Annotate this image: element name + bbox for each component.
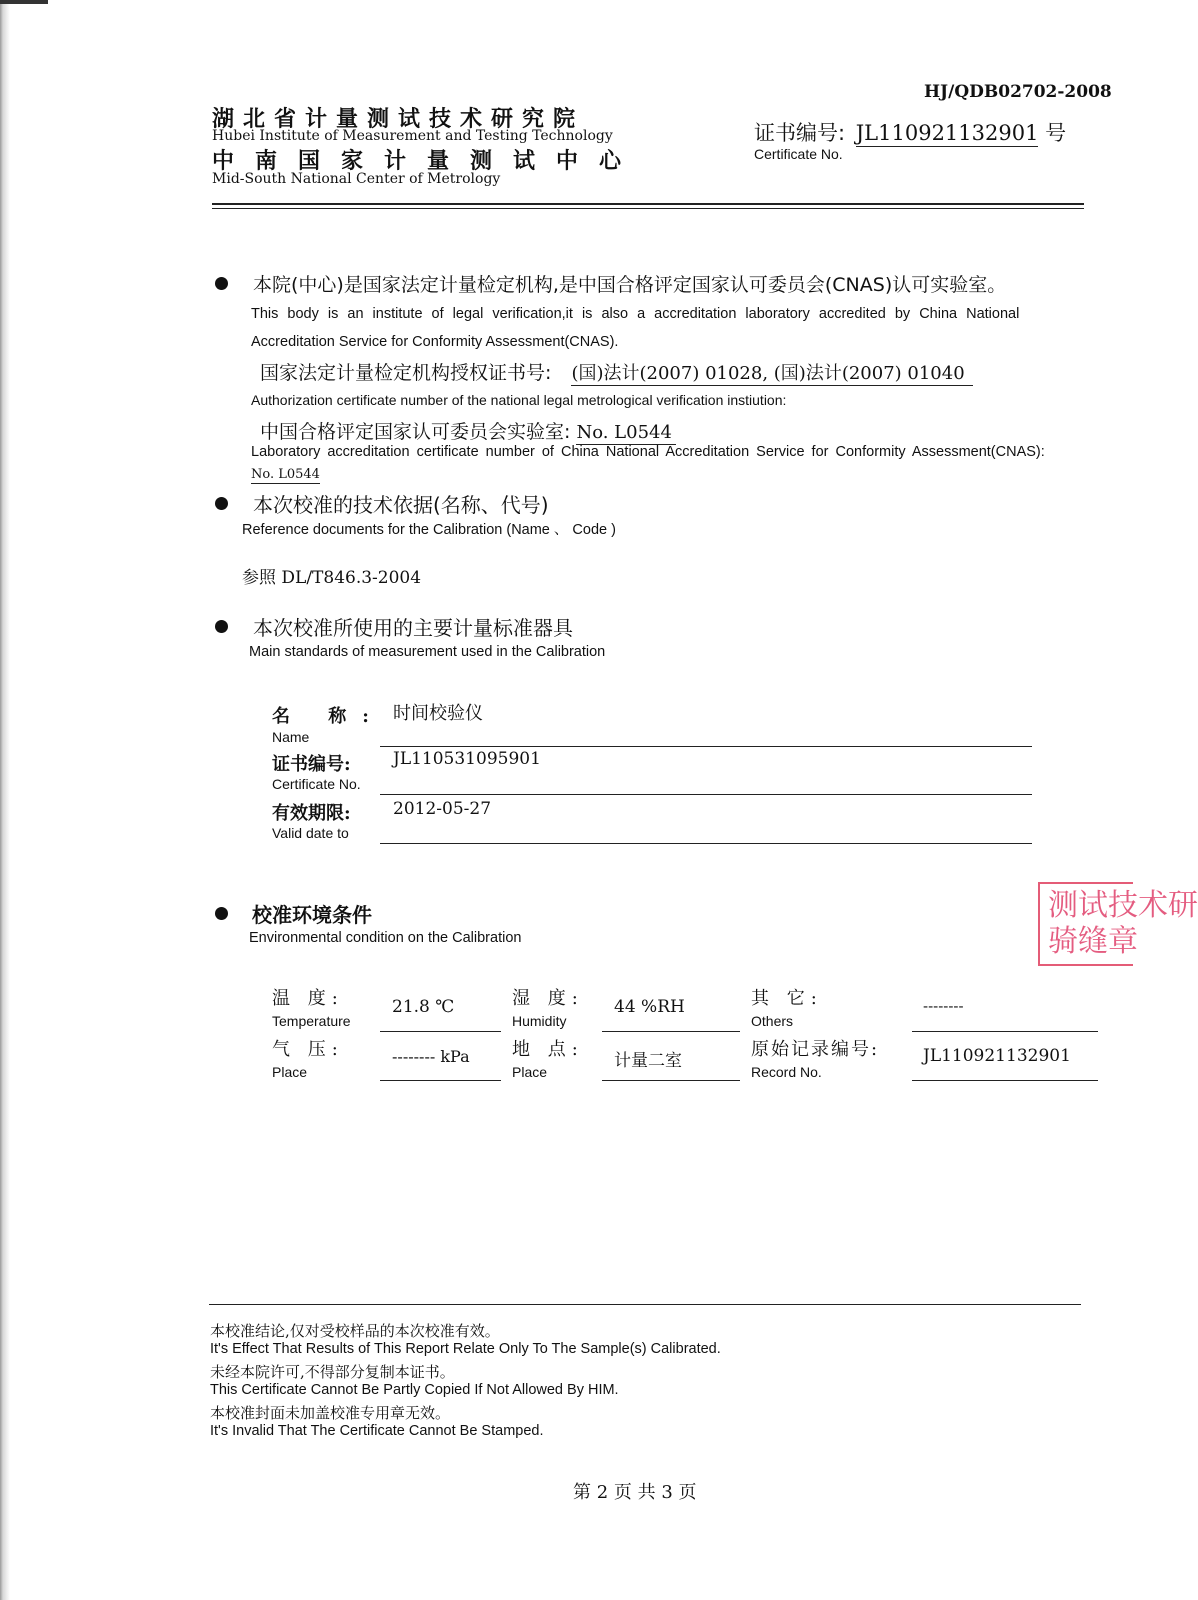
cnas-lab-number-en: No. L0544 <box>251 467 320 482</box>
others-label-en: Others <box>751 1013 794 1029</box>
certificate-label-en: Certificate No. <box>754 146 843 162</box>
place-label-en: Place <box>512 1064 548 1080</box>
standard-cert-label-cn: 证书编号: <box>272 754 351 775</box>
standard-cert-underline <box>380 794 1032 795</box>
header-rule-bottom <box>212 208 1084 209</box>
authorization-number: (国)法计(2007) 01028, (国)法计(2007) 01040 <box>571 363 972 386</box>
org2-name-en: Mid-South National Center of Metrology <box>212 171 501 187</box>
seam-stamp <box>1038 882 1198 966</box>
standard-valid-label-en: Valid date to <box>272 825 349 841</box>
standard-valid-label-cn: 有效期限: <box>272 803 351 824</box>
standard-valid-underline <box>380 843 1032 844</box>
temperature-label-cn: 温 度: <box>272 988 344 1009</box>
org1-name-en: Hubei Institute of Measurement and Testing Technology <box>212 128 613 144</box>
section2-title-cn: 本次校准的技术依据(名称、代号) <box>253 493 549 517</box>
section2-title-en: Reference documents for the Calibration (Name 、 Code ) <box>242 522 616 538</box>
certificate-label-cn: 证书编号: <box>754 121 846 145</box>
bullet-1 <box>215 277 228 290</box>
others-value: -------- <box>923 997 964 1015</box>
standard-name-label-en: Name <box>272 729 310 745</box>
certificate-suffix: 号 <box>1045 121 1067 145</box>
bullet-3 <box>215 620 228 633</box>
temperature-value: 21.8 ℃ <box>392 997 455 1017</box>
authorization-label-en: Authorization certificate number of the national legal metrological verification instiution: <box>251 392 787 408</box>
standard-name-label-cn: 名 称: <box>272 706 385 727</box>
authorization-field <box>260 358 973 385</box>
section1-text-en-1: This body is an institute of legal verification,it is also a accreditation laboratory accredited by China National <box>251 306 1020 322</box>
section4-title-en: Environmental condition on the Calibration <box>249 930 522 946</box>
humidity-value: 44 %RH <box>614 997 685 1017</box>
humidity-label-cn: 湿 度: <box>512 988 584 1009</box>
record-value: JL110921132901 <box>923 1046 1071 1066</box>
section4-title-cn: 校准环境条件 <box>252 903 372 927</box>
cnas-lab-field <box>260 417 676 444</box>
humidity-underline <box>602 1031 740 1032</box>
pressure-underline <box>380 1080 501 1081</box>
place-underline <box>602 1080 740 1081</box>
footer-note-6: It's Invalid That The Certificate Cannot Be Stamped. <box>210 1423 544 1439</box>
place-label-cn: 地 点: <box>512 1039 584 1060</box>
section1-text-en-2: Accreditation Service for Conformity Assessment(CNAS). <box>251 334 619 350</box>
section3-title-cn: 本次校准所使用的主要计量标准器具 <box>253 616 573 640</box>
header-rule-top <box>212 203 1084 205</box>
pressure-label-cn: 气 压: <box>272 1039 344 1060</box>
record-label-cn: 原始记录编号: <box>751 1039 880 1060</box>
record-label-en: Record No. <box>751 1064 822 1080</box>
bullet-4 <box>215 907 228 920</box>
certificate-number: JL110921132901 <box>855 121 1039 145</box>
others-underline <box>912 1031 1098 1032</box>
document-code: HJ/QDB02702-2008 <box>924 82 1112 102</box>
standard-cert-label-en: Certificate No. <box>272 776 361 792</box>
cnas-lab-label-cn: 中国合格评定国家认可委员会实验室: <box>260 421 571 443</box>
standard-cert-value: JL110531095901 <box>393 749 541 769</box>
temperature-underline <box>380 1031 501 1032</box>
org2-name-cn: 中南国家计量测试中心 <box>212 149 643 174</box>
footer-note-4: This Certificate Cannot Be Partly Copied If Not Allowed By HIM. <box>210 1382 619 1398</box>
reference-standard: 参照 DL/T846.3-2004 <box>242 568 422 588</box>
authorization-label-cn: 国家法定计量检定机构授权证书号: <box>260 362 552 384</box>
temperature-label-en: Temperature <box>272 1013 351 1029</box>
footer-note-3: 未经本院许可,不得部分复制本证书。 <box>210 1363 455 1381</box>
standard-valid-value: 2012-05-27 <box>393 799 492 819</box>
scan-left-edge <box>0 0 10 1600</box>
seam-stamp-line1: 测试技术研 <box>1048 888 1198 923</box>
pressure-label-en: Place <box>272 1064 308 1080</box>
section3-title-en: Main standards of measurement used in the Calibration <box>249 644 606 660</box>
page-number: 第 2 页 共 3 页 <box>573 1482 697 1503</box>
standard-name-value: 时间校验仪 <box>393 703 483 724</box>
pressure-value: -------- kPa <box>392 1047 470 1066</box>
footer-note-5: 本校准封面未加盖校准专用章无效。 <box>210 1404 451 1422</box>
standard-name-underline <box>380 746 1032 747</box>
seam-stamp-line2: 骑缝章 <box>1048 924 1138 959</box>
footer-note-1: 本校准结论,仅对受校样品的本次校准有效。 <box>210 1322 500 1340</box>
org1-name-cn: 湖北省计量测试技术研究院 <box>212 107 585 132</box>
scan-top-edge <box>0 0 48 4</box>
place-value: 计量二室 <box>614 1051 682 1071</box>
record-underline <box>912 1080 1098 1081</box>
cnas-lab-number: No. L0544 <box>576 422 675 445</box>
humidity-label-en: Humidity <box>512 1013 567 1029</box>
others-label-cn: 其 它: <box>751 988 823 1009</box>
certificate-number-field <box>754 117 1066 147</box>
footer-rule <box>209 1304 1081 1305</box>
section1-title-cn: 本院(中心)是国家法定计量检定机构,是中国合格评定国家认可委员会(CNAS)认可实验室。 <box>253 274 1007 296</box>
cnas-lab-label-en: Laboratory accreditation certificate number of China National Accreditation Service for Conformity Assessment(CNAS): <box>251 444 1045 460</box>
footer-note-2: It's Effect That Results of This Report Relate Only To The Sample(s) Calibrated. <box>210 1341 721 1357</box>
bullet-2 <box>215 497 228 510</box>
